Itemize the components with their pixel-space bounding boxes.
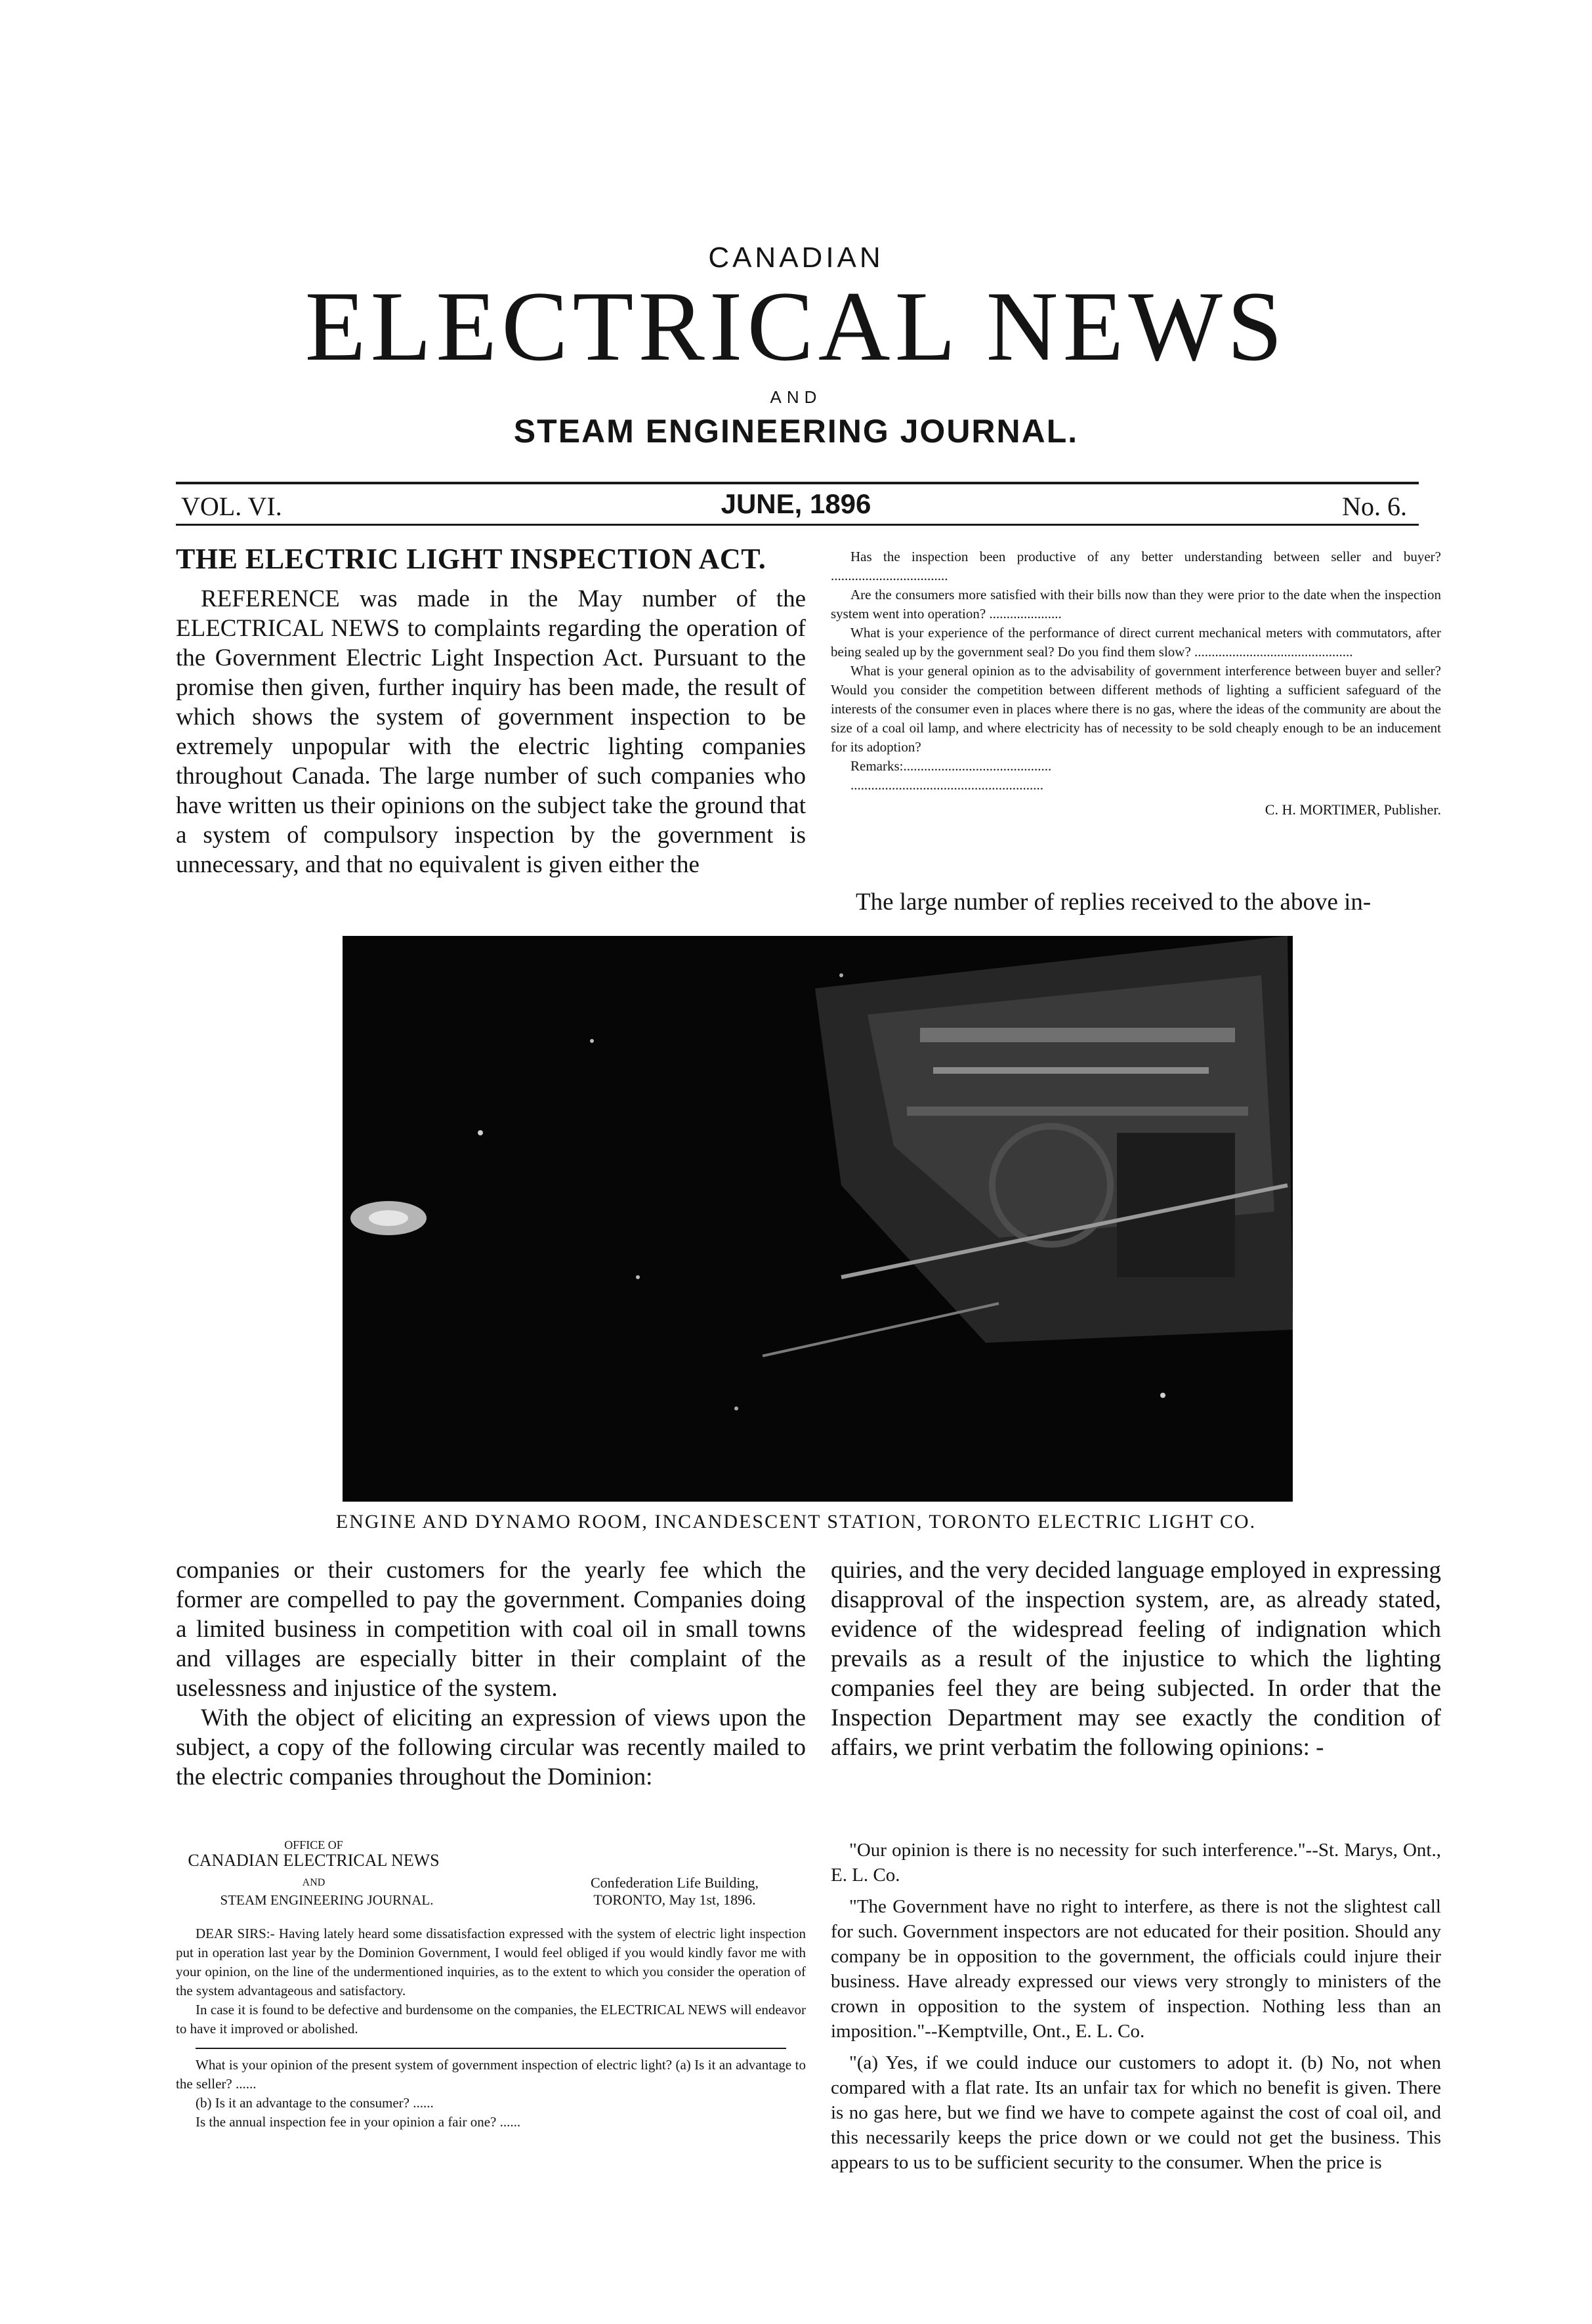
question-item: Has the inspection been productive of any better understanding between seller and buyer? .................................. (831, 549, 1441, 583)
letter-questions (176, 2056, 806, 2132)
letterhead-address: Confederation Life Building, (591, 1874, 759, 1891)
question-item: Remarks:........................................... (850, 758, 1052, 774)
lower-left-column (176, 1555, 806, 1792)
body-paragraph: companies or their customers for the yearly fee which the former are compelled to pay the government. Companies doing a limited business in competition with coal oil in small towns and villages are especially bitter in their complaint of the uselessness and injustice of the system. (176, 1557, 806, 1702)
lower-right-column (831, 1555, 1441, 1762)
letterhead-and: AND (302, 1877, 325, 1888)
letter-question: What is your opinion of the present system of government inspection of electric light? (a) Is it an advantage to the seller? ...... (176, 2057, 806, 2092)
masthead-title: ELECTRICAL NEWS (304, 271, 1288, 381)
article-headline: THE ELECTRIC LIGHT INSPECTION ACT. (176, 543, 766, 575)
opinion-quote: "(a) Yes, if we could induce our customers to adopt it. (b) No, not when compared with a flat rate. Its an unfair tax for which no benefit is given. There is no gas here, but we find we have to compete against the cost of coal oil, and this necessarily keeps the price down or we could not get the business. This appears to us to be sufficient security to the consumer. When the price is (831, 2052, 1441, 2173)
continuation-line: The large number of replies received to the above in- (856, 889, 1372, 916)
photo-illustration (343, 936, 1293, 1502)
circular-letter (176, 1836, 806, 2132)
photo-caption: ENGINE AND DYNAMO ROOM, INCANDESCENT STATION, TORONTO ELECTRIC LIGHT CO. (335, 1511, 1257, 1532)
masthead-and: AND (770, 387, 822, 407)
masthead-bottom-rule (176, 524, 1419, 526)
letterhead-place-date: TORONTO, May 1st, 1896. (593, 1891, 756, 1908)
letterhead-journal: STEAM ENGINEERING JOURNAL. (220, 1892, 434, 1908)
intro-paragraph: REFERENCE was made in the May number of the ELECTRICAL NEWS to complaints regarding the operation of the Government Electric Light Inspection Act. Pursuant to the promise then given, further inquiry has been made, the result of which shows the system of government inspection to be extremely unpopular with the electric lighting companies throughout Canada. The large number of such companies who have written us their opinions on the subject take the ground that a system of compulsory inspection by the government is unnecessary, and that no equivalent is given either the (176, 585, 806, 878)
issue-number: No. 6. (1342, 492, 1407, 521)
letter-body (176, 1924, 806, 2039)
opinion-quotes (831, 1838, 1441, 2182)
question-item: What is your general opinion as to the advisability of government interference between buyer and seller? Would you consider the competition between different methods of lighting a sufficient safeguard of the interests of the consumer even in places where there is no gas, where the ideas of the community are about the size of a coal oil lamp, and where electricity has of necessity to be sold cheaply enough to be an inducement for its adoption? (831, 663, 1441, 755)
volume-number: VOL. VI. (181, 492, 282, 521)
letter-question: Is the annual inspection fee in your opinion a fair one? ...... (196, 2114, 521, 2130)
letterhead-office-of: OFFICE OF (284, 1838, 343, 1851)
letter-divider (196, 2048, 786, 2049)
issue-date: JUNE, 1896 (721, 488, 871, 519)
letterhead-publication: CANADIAN ELECTRICAL NEWS (188, 1851, 440, 1870)
letter-paragraph: DEAR SIRS:- Having lately heard some dissatisfaction expressed with the system of electric light inspection put in operation last year by the Dominion Government, I would feel obliged if you would kindly favor me with your opinion, on the line of the undermentioned inquiries, as to the extent to which you consider the operation of the system advantageous and satisfactory. (176, 1926, 806, 1998)
masthead-kicker: CANADIAN (708, 242, 884, 274)
question-item: Are the consumers more satisfied with their bills now than they were prior to the date when the inspection system went into operation? ..................... (831, 587, 1441, 622)
body-paragraph: quiries, and the very decided language employed in expressing disapproval of the inspection system, are, as already stated, evidence of the widespread feeling of indignation which prevails as a result of the injustice to which the lighting companies feel they are being subjected. In order that the Inspection Department may see exactly the condition of affairs, we print verbatim the following opinions: - (831, 1557, 1441, 1761)
body-paragraph: With the object of eliciting an expression of views upon the subject, a copy of the following circular was recently mailed to the electric companies throughout the Dominion: (176, 1704, 806, 1790)
question-item: ........................................................ (850, 777, 1043, 793)
question-item: What is your experience of the performance of direct current mechanical meters with commutators, after being sealed up by the government seal? Do you find them slow? .............................................. (831, 625, 1441, 660)
letterhead (176, 1836, 806, 1920)
engine-dynamo-room-photo (343, 936, 1293, 1502)
masthead-top-rule (176, 482, 1419, 484)
upper-left-column (176, 584, 806, 879)
opinion-quote: "The Government have no right to interfere, as there is not the slightest call for such. Government inspectors are not educated for their position. Should any company be in opposition to the government, the officials could injure their business. Have already expressed our views very strongly to ministers of the crown in opposition to the system of inspection. Nothing less than an imposition."--Kemptville, Ont., E. L. Co. (831, 1896, 1441, 2042)
publisher-signature: C. H. MORTIMER, Publisher. (1265, 801, 1441, 818)
letter-question: (b) Is it an advantage to the consumer? ...... (196, 2095, 434, 2111)
opinion-quote: "Our opinion is there is no necessity for such interference."--St. Marys, Ont., E. L. Co. (831, 1840, 1441, 1886)
letter-paragraph: In case it is found to be defective and burdensome on the companies, the ELECTRICAL NEWS will endeavor to have it improved or abolished. (176, 2002, 806, 2037)
masthead-subtitle: STEAM ENGINEERING JOURNAL. (513, 413, 1079, 450)
circular-questions-continued (831, 547, 1441, 819)
upper-right-continuation (831, 887, 1441, 917)
